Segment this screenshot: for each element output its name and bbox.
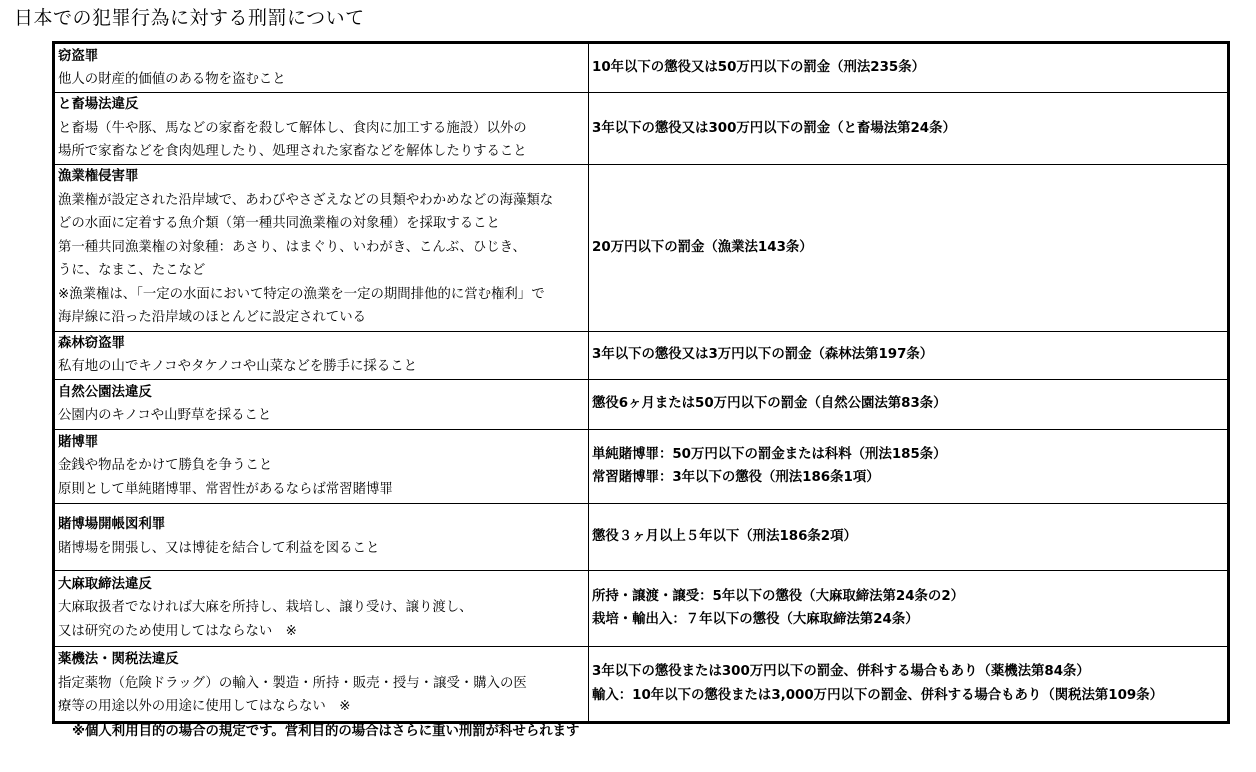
table-row (54, 429, 1229, 503)
penalty-cell (589, 43, 1229, 93)
offense-description-line: 場所で家畜などを食肉処理したり、処理された家畜などを解体したりすること (58, 144, 527, 159)
offense-name: 薬機法・関税法違反 (58, 652, 179, 668)
penalty-line: 10年以下の懲役又は50万円以下の罰金（刑法235条） (592, 60, 926, 76)
penalty-cell (589, 429, 1229, 503)
offense-name: 窃盗罪 (58, 48, 99, 64)
table-row (54, 164, 1229, 331)
offense-cell (54, 164, 589, 331)
penalty-line: 20万円以下の罰金（漁業法143条） (592, 239, 813, 255)
offense-description-line: 大麻取扱者でなければ大麻を所持し、栽培し、譲り受け、譲り渡し、 (58, 600, 473, 616)
offense-name: と畜場法違反 (58, 97, 139, 112)
offense-name: 賭博罪 (58, 434, 99, 450)
offense-name: 森林窃盗罪 (58, 335, 125, 351)
offense-cell (54, 503, 589, 570)
penalty-cell (589, 503, 1229, 570)
offense-cell (54, 93, 589, 165)
table-row (54, 646, 1229, 722)
offense-cell (54, 43, 589, 93)
table-row (54, 570, 1229, 646)
offense-description-line: 漁業権が設定された沿岸域で、あわびやさざえなどの貝類やわかめなどの海藻類な (58, 192, 554, 208)
penalty-cell (589, 646, 1229, 722)
offense-description-line: うに、なまこ、たこなど (58, 263, 206, 279)
offense-description-line: 賭博場を開張し、又は博徒を結合して利益を図ること (58, 540, 380, 556)
penalty-line: 単純賭博罪：50万円以下の罰金または科料（刑法185条） (592, 446, 947, 462)
penalty-line: 懲役6ヶ月または50万円以下の罰金（自然公園法第83条） (592, 396, 947, 412)
offense-cell (54, 646, 589, 722)
offense-description-line: 療等の用途以外の用途に使用してはならない ※ (58, 699, 351, 715)
offense-description-line: 他人の財産的価値のある物を盗むこと (58, 72, 286, 87)
offense-description-line: 公園内のキノコや山野草を採ること (58, 408, 272, 423)
table-row (54, 379, 1229, 429)
penalty-line: 輸入：10年以下の懲役または3,000万円以下の罰金、併科する場合もあり（関税法第109条） (592, 687, 1164, 703)
penalty-table (52, 41, 1230, 724)
offense-cell (54, 379, 589, 429)
offense-description-line: どの水面に定着する魚介類（第一種共同漁業権の対象種）を採取すること (58, 216, 500, 232)
offense-cell (54, 570, 589, 646)
penalty-cell (589, 331, 1229, 379)
offense-cell (54, 331, 589, 379)
table-row (54, 331, 1229, 379)
penalty-line: 栽培・輸出入：７年以下の懲役（大麻取締法第24条） (592, 612, 919, 627)
penalty-line: 3年以下の懲役又は3万円以下の罰金（森林法第197条） (592, 347, 934, 363)
penalty-line: 3年以下の懲役または300万円以下の罰金、併科する場合もあり（薬機法第84条） (592, 664, 1090, 679)
offense-name: 漁業権侵害罪 (58, 169, 139, 185)
table-row (54, 503, 1229, 570)
offense-description-line: と畜場（牛や豚、馬などの家畜を殺して解体し、食肉に加工する施設）以外の (58, 120, 527, 136)
penalty-line: 3年以下の懲役又は300万円以下の罰金（と畜場法第24条） (592, 120, 956, 136)
offense-description-line: ※漁業権は、「一定の水面において特定の漁業を一定の期間排他的に営む権利」で (58, 286, 545, 302)
penalty-cell (589, 93, 1229, 165)
penalty-cell (589, 570, 1229, 646)
page-title: 日本での犯罪行為に対する刑罰について (14, 7, 365, 29)
penalty-cell (589, 379, 1229, 429)
offense-description-line: 第一種共同漁業権の対象種：あさり、はまぐり、いわがき、こんぶ、ひじき、 (58, 239, 526, 255)
offense-name: 大麻取締法違反 (58, 576, 152, 592)
offense-description-line: 金銭や物品をかけて勝負を争うこと (58, 458, 273, 474)
penalty-line: 懲役３ヶ月以上５年以下（刑法186条2項） (592, 528, 857, 544)
penalty-line: 常習賭博罪：3年以下の懲役（刑法186条1項） (592, 470, 880, 485)
penalty-cell (589, 164, 1229, 331)
table-row (54, 93, 1229, 165)
offense-description-line: 原則として単純賭博罪、常習性があるならば常習賭博罪 (58, 481, 393, 497)
offense-name: 賭博場開帳図利罪 (58, 517, 166, 532)
offense-description-line: 海岸線に沿った沿岸域のほとんどに設定されている (58, 310, 366, 326)
table-body (54, 43, 1229, 723)
offense-description-line: 指定薬物（危険ドラッグ）の輸入・製造・所持・販売・授与・譲受・購入の医 (58, 675, 527, 691)
table-row (54, 43, 1229, 93)
offense-name: 自然公園法違反 (58, 384, 152, 400)
offense-description-line: 私有地の山でキノコやタケノコや山菜などを勝手に採ること (58, 359, 417, 374)
offense-cell (54, 429, 589, 503)
offense-description-line: 又は研究のため使用してはならない ※ (58, 623, 297, 639)
footnote: ※個人利用目的の場合の規定です。営利目的の場合はさらに重い刑罰が科せられます (72, 724, 580, 739)
penalty-line: 所持・譲渡・譲受：5年以下の懲役（大麻取締法第24条の2） (592, 588, 965, 604)
